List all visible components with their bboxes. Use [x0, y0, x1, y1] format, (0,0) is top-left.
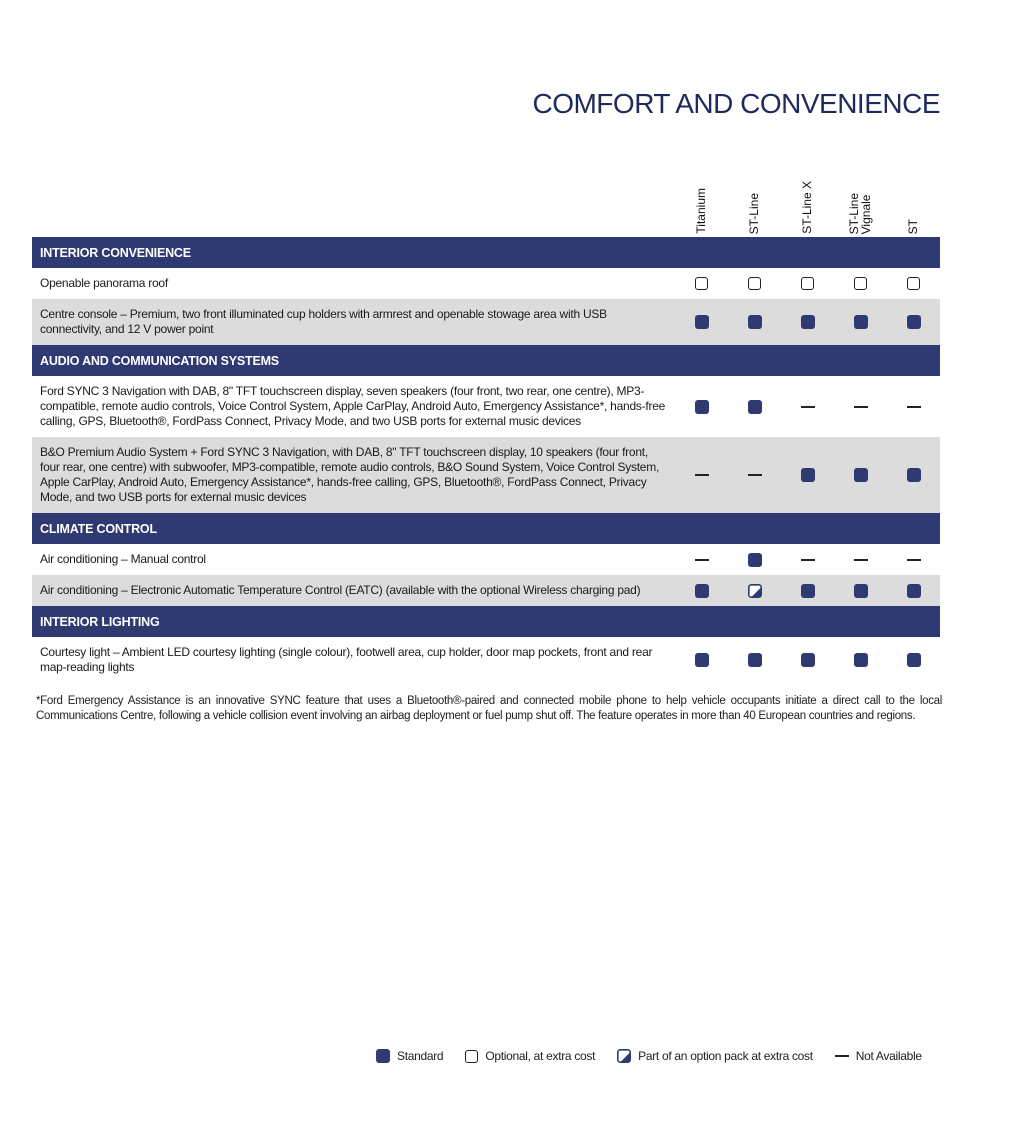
standard-square-icon: [854, 315, 868, 329]
optional-square-icon: [695, 277, 708, 290]
standard-square-icon: [801, 584, 815, 598]
table-row: [32, 376, 940, 437]
standard-square-icon: [748, 315, 762, 329]
feature-description: B&O Premium Audio System + Ford SYNC 3 Navigation, with DAB, 8" TFT touchscreen display, 10 speakers (four front, four rear, one centre) with subwoofer, MP3-compatible, remote audio controls, B&O Sound System, Voice Control System, Apple CarPlay, Android Auto, Emergency Assistance*, hands-free calling, GPS, Bluetooth®, FordPass Connect, Privacy Mode, and two USB ports for external music devices: [32, 437, 675, 513]
standard-square-icon: [854, 584, 868, 598]
legend-item-not-available: [835, 1049, 922, 1063]
table-row: [32, 268, 940, 299]
section-title: AUDIO AND COMMUNICATION SYSTEMS: [32, 345, 940, 376]
table-row: [32, 544, 940, 575]
column-header: [787, 160, 827, 234]
table-row: [32, 437, 940, 513]
availability-cell: [781, 437, 834, 513]
optional-square-icon: [801, 277, 814, 290]
section-title: INTERIOR LIGHTING: [32, 606, 940, 637]
standard-square-icon: [695, 584, 709, 598]
feature-description: Air conditioning – Electronic Automatic Temperature Control (EATC) (available with the optional Wireless charging pad): [32, 575, 675, 606]
availability-cell: [675, 268, 728, 299]
availability-cell: [728, 575, 781, 606]
standard-square-icon: [748, 553, 762, 567]
availability-cell: [781, 637, 834, 683]
availability-cell: [675, 437, 728, 513]
availability-cell: [728, 437, 781, 513]
standard-square-icon: [907, 468, 921, 482]
dash-icon: [854, 559, 868, 561]
footnote: *Ford Emergency Assistance is an innovative SYNC feature that uses a Bluetooth®-paired and connected mobile phone to help vehicle occupants initiate a direct call to the local Communications Centre, following a vehicle collision event involving an airbag deployment or fuel pump shut off. The feature operates in more than 40 European countries and regions.: [36, 695, 942, 722]
table-row: [32, 637, 940, 683]
page-title: COMFORT AND CONVENIENCE: [532, 88, 940, 119]
availability-cell: [887, 268, 940, 299]
column-header-label: ST-Line Vignale: [847, 192, 873, 234]
dash-icon: [854, 406, 868, 408]
availability-cell: [781, 575, 834, 606]
availability-cell: [728, 299, 781, 345]
feature-description: Centre console – Premium, two front illuminated cup holders with armrest and openable stowage area with USB connectivity, and 12 V power point: [32, 299, 675, 345]
section-title: INTERIOR CONVENIENCE: [32, 237, 940, 268]
option-pack-icon: [617, 1049, 631, 1063]
legend-label: Optional, at extra cost: [485, 1049, 596, 1063]
dash-icon: [748, 474, 762, 476]
section-header: [32, 345, 940, 376]
dash-icon: [695, 474, 709, 476]
column-header-label: ST: [906, 218, 920, 234]
availability-cell: [834, 268, 887, 299]
availability-cell: [728, 637, 781, 683]
column-header-label: ST-Line X: [800, 181, 814, 234]
availability-cell: [728, 268, 781, 299]
availability-cell: [887, 544, 940, 575]
legend-label: Part of an option pack at extra cost: [638, 1049, 813, 1063]
availability-cell: [887, 376, 940, 437]
table-row: [32, 299, 940, 345]
column-headers: [0, 160, 1020, 234]
optional-square-icon: [854, 277, 867, 290]
availability-cell: [728, 376, 781, 437]
optional-square-icon: [748, 277, 761, 290]
section-header: [32, 606, 940, 637]
availability-cell: [887, 637, 940, 683]
availability-cell: [781, 544, 834, 575]
standard-square-icon: [854, 468, 868, 482]
dash-icon: [801, 559, 815, 561]
column-header: [893, 160, 933, 234]
feature-description: Air conditioning – Manual control: [40, 552, 206, 566]
column-header: [681, 160, 721, 234]
dash-icon: [835, 1055, 849, 1057]
dash-icon: [801, 406, 815, 408]
dash-icon: [907, 559, 921, 561]
availability-cell: [887, 299, 940, 345]
column-header-label: Titanium: [694, 188, 708, 234]
option-pack-icon: [748, 584, 762, 598]
legend-item-standard: [376, 1049, 443, 1063]
legend-label: Not Available: [855, 1049, 922, 1063]
availability-cell: [675, 376, 728, 437]
standard-square-icon: [376, 1049, 390, 1063]
table-row: [32, 575, 940, 606]
availability-cell: [675, 575, 728, 606]
availability-cell: [781, 268, 834, 299]
section-header: [32, 237, 940, 268]
availability-cell: [675, 637, 728, 683]
section-header: [32, 513, 940, 544]
legend: [376, 1049, 922, 1063]
standard-square-icon: [748, 653, 762, 667]
dash-icon: [695, 559, 709, 561]
legend-item-pack: [617, 1049, 813, 1063]
feature-description: Openable panorama roof: [40, 276, 168, 290]
column-header: [734, 160, 774, 234]
standard-square-icon: [854, 653, 868, 667]
availability-cell: [887, 437, 940, 513]
standard-square-icon: [801, 653, 815, 667]
availability-cell: [834, 437, 887, 513]
availability-cell: [675, 299, 728, 345]
legend-label: Standard: [397, 1049, 444, 1063]
availability-cell: [834, 376, 887, 437]
availability-cell: [781, 376, 834, 437]
section-title: CLIMATE CONTROL: [32, 513, 940, 544]
dash-icon: [907, 406, 921, 408]
standard-square-icon: [907, 584, 921, 598]
availability-cell: [675, 544, 728, 575]
feature-description: Courtesy light – Ambient LED courtesy lighting (single colour), footwell area, cup holder, door map pockets, front and rear map-reading lights: [40, 645, 653, 674]
feature-description: Ford SYNC 3 Navigation with DAB, 8" TFT touchscreen display, seven speakers (four front, two rear, one centre), MP3-compatible, remote audio controls, Voice Control System, Apple CarPlay, Android Auto, Emergency Assistance*, hands-free calling, GPS, Bluetooth®, FordPass Connect, Privacy Mode, and two USB ports for external music devices: [40, 384, 666, 428]
standard-square-icon: [748, 400, 762, 414]
standard-square-icon: [801, 468, 815, 482]
availability-cell: [834, 299, 887, 345]
optional-square-icon: [907, 277, 920, 290]
availability-cell: [728, 544, 781, 575]
standard-square-icon: [907, 315, 921, 329]
standard-square-icon: [907, 653, 921, 667]
availability-cell: [834, 544, 887, 575]
column-header-label: ST-Line: [747, 192, 761, 234]
availability-cell: [887, 575, 940, 606]
legend-item-optional: [465, 1049, 595, 1063]
standard-square-icon: [695, 653, 709, 667]
standard-square-icon: [801, 315, 815, 329]
availability-cell: [781, 299, 834, 345]
standard-square-icon: [695, 315, 709, 329]
spec-table: [32, 237, 940, 683]
column-header: [840, 160, 880, 234]
availability-cell: [834, 637, 887, 683]
standard-square-icon: [695, 400, 709, 414]
optional-square-icon: [465, 1050, 478, 1063]
availability-cell: [834, 575, 887, 606]
